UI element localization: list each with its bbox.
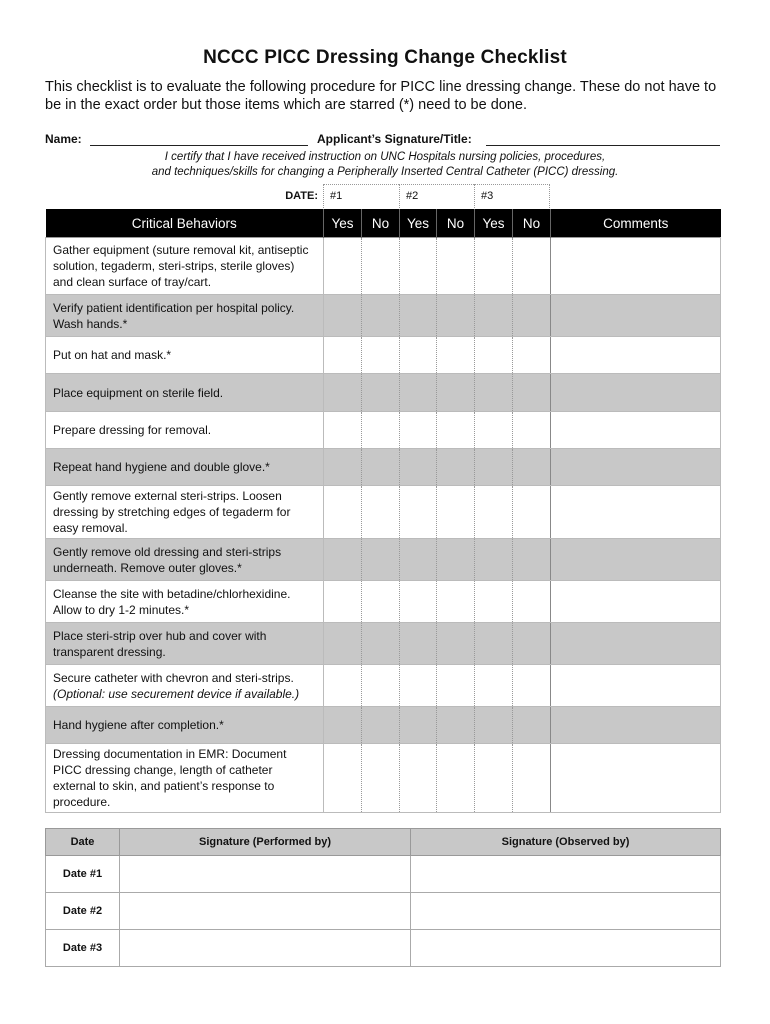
yes-cell[interactable] <box>324 412 362 449</box>
performed-by-signature[interactable] <box>120 930 411 967</box>
comment-cell[interactable] <box>551 449 721 486</box>
behavior-cell <box>46 665 324 707</box>
comment-cell[interactable] <box>551 238 721 295</box>
behavior-text: Cleanse the site with betadine/chlorhexidine. Allow to dry 1-2 minutes.* <box>46 581 324 623</box>
no-cell[interactable] <box>437 581 475 623</box>
signature-label: Applicant’s Signature/Title: <box>317 132 472 146</box>
yes-cell[interactable] <box>324 623 362 665</box>
yes-cell[interactable] <box>324 707 362 744</box>
date-label: DATE: <box>285 190 318 202</box>
behavior-text: Hand hygiene after completion.* <box>46 707 324 744</box>
table-row <box>46 623 721 665</box>
no-cell[interactable] <box>362 295 400 337</box>
yes-cell[interactable] <box>400 539 437 581</box>
no-cell[interactable] <box>513 337 551 374</box>
comment-cell[interactable] <box>551 374 721 412</box>
yes-cell[interactable] <box>400 374 437 412</box>
no-cell[interactable] <box>513 665 551 707</box>
signature-row <box>46 893 721 930</box>
yes-cell[interactable] <box>400 744 437 813</box>
yes-cell[interactable] <box>400 412 437 449</box>
sig-date-label: Date #2 <box>46 893 120 930</box>
no-cell[interactable] <box>513 707 551 744</box>
table-row <box>46 665 721 707</box>
no-cell[interactable] <box>437 337 475 374</box>
no-cell[interactable] <box>362 449 400 486</box>
signature-row <box>46 856 721 893</box>
yes-cell[interactable] <box>400 238 437 295</box>
page-title: NCCC PICC Dressing Change Checklist <box>203 47 567 68</box>
no-cell[interactable] <box>437 486 475 539</box>
certify-line-1: I certify that I have received instruction on UNC Hospitals nursing policies, procedures, <box>164 151 606 163</box>
yes-cell[interactable] <box>475 623 513 665</box>
date-slot-3[interactable]: #3 <box>474 184 550 208</box>
date-slot-2[interactable]: #2 <box>399 184 474 208</box>
behavior-text: Secure catheter with chevron and steri-strips. <box>53 670 294 685</box>
yes-cell[interactable] <box>475 707 513 744</box>
table-row <box>46 539 721 581</box>
no-cell[interactable] <box>362 623 400 665</box>
header-yes-3: Yes <box>475 209 513 238</box>
yes-cell[interactable] <box>324 449 362 486</box>
name-signature-row <box>45 131 720 149</box>
header-no-2: No <box>437 209 475 238</box>
yes-cell[interactable] <box>324 486 362 539</box>
yes-cell[interactable] <box>324 539 362 581</box>
behavior-note: (Optional: use securement device if available.) <box>53 686 300 701</box>
comment-cell[interactable] <box>551 744 721 813</box>
no-cell[interactable] <box>513 295 551 337</box>
table-row <box>46 744 721 813</box>
yes-cell[interactable] <box>400 337 437 374</box>
yes-cell[interactable] <box>400 295 437 337</box>
no-cell[interactable] <box>513 539 551 581</box>
observed-by-signature[interactable] <box>411 930 721 967</box>
no-cell[interactable] <box>362 581 400 623</box>
certification-statement <box>0 150 770 180</box>
header-no-3: No <box>513 209 551 238</box>
no-cell[interactable] <box>437 374 475 412</box>
no-cell[interactable] <box>513 486 551 539</box>
sig-date-label: Date #3 <box>46 930 120 967</box>
behavior-text: Gently remove old dressing and steri-strips underneath. Remove outer gloves.* <box>46 539 324 581</box>
behavior-text: Place equipment on sterile field. <box>46 374 324 412</box>
no-cell[interactable] <box>362 744 400 813</box>
table-row <box>46 238 721 295</box>
comment-cell[interactable] <box>551 412 721 449</box>
no-cell[interactable] <box>513 744 551 813</box>
no-cell[interactable] <box>437 539 475 581</box>
date-slot-1[interactable]: #1 <box>323 184 399 208</box>
table-row <box>46 486 721 539</box>
comment-cell[interactable] <box>551 337 721 374</box>
yes-cell[interactable] <box>475 665 513 707</box>
behavior-text: Place steri-strip over hub and cover with transparent dressing. <box>46 623 324 665</box>
no-cell[interactable] <box>437 623 475 665</box>
yes-cell[interactable] <box>475 581 513 623</box>
yes-cell[interactable] <box>324 337 362 374</box>
signature-table <box>45 828 721 967</box>
comment-cell[interactable] <box>551 623 721 665</box>
no-cell[interactable] <box>437 744 475 813</box>
behavior-text: Dressing documentation in EMR: Document PICC dressing change, length of catheter external to skin, and patient’s response to procedure. <box>46 744 324 813</box>
observed-by-signature[interactable] <box>411 893 721 930</box>
yes-cell[interactable] <box>400 665 437 707</box>
yes-cell[interactable] <box>475 295 513 337</box>
no-cell[interactable] <box>437 412 475 449</box>
table-row <box>46 707 721 744</box>
intro-text: This checklist is to evaluate the following procedure for PICC line dressing change. These do not have to be in the exact order but those items which are starred (*) need to be done. <box>45 79 717 113</box>
yes-cell[interactable] <box>324 374 362 412</box>
table-row <box>46 295 721 337</box>
no-cell[interactable] <box>362 486 400 539</box>
behavior-text: Put on hat and mask.* <box>46 337 324 374</box>
no-cell[interactable] <box>437 238 475 295</box>
yes-cell[interactable] <box>324 295 362 337</box>
no-cell[interactable] <box>513 449 551 486</box>
yes-cell[interactable] <box>324 665 362 707</box>
yes-cell[interactable] <box>475 449 513 486</box>
no-cell[interactable] <box>362 665 400 707</box>
yes-cell[interactable] <box>400 623 437 665</box>
no-cell[interactable] <box>362 539 400 581</box>
behavior-text: Gather equipment (suture removal kit, antiseptic solution, tegaderm, steri-strips, sterile gloves) and clean surface of tray/cart. <box>46 238 324 295</box>
behavior-text: Verify patient identification per hospital policy. Wash hands.* <box>46 295 324 337</box>
no-cell[interactable] <box>362 238 400 295</box>
header-comments: Comments <box>551 209 721 238</box>
observed-by-signature[interactable] <box>411 856 721 893</box>
behavior-text: Prepare dressing for removal. <box>46 412 324 449</box>
header-yes-2: Yes <box>400 209 437 238</box>
signature-field[interactable] <box>486 145 720 146</box>
no-cell[interactable] <box>362 374 400 412</box>
behavior-text: Repeat hand hygiene and double glove.* <box>46 449 324 486</box>
no-cell[interactable] <box>362 412 400 449</box>
table-row <box>46 337 721 374</box>
header-no-1: No <box>362 209 400 238</box>
name-label: Name: <box>45 132 82 146</box>
sig-date-label: Date #1 <box>46 856 120 893</box>
table-row <box>46 412 721 449</box>
yes-cell[interactable] <box>324 581 362 623</box>
yes-cell[interactable] <box>475 238 513 295</box>
yes-cell[interactable] <box>475 744 513 813</box>
no-cell[interactable] <box>437 707 475 744</box>
checklist-table <box>45 209 721 813</box>
no-cell[interactable] <box>437 449 475 486</box>
table-row <box>46 581 721 623</box>
yes-cell[interactable] <box>324 238 362 295</box>
header-yes-1: Yes <box>324 209 362 238</box>
yes-cell[interactable] <box>400 707 437 744</box>
comment-cell[interactable] <box>551 295 721 337</box>
table-row <box>46 374 721 412</box>
table-row <box>46 449 721 486</box>
yes-cell[interactable] <box>400 486 437 539</box>
yes-cell[interactable] <box>475 539 513 581</box>
sig-header-date: Date <box>46 829 120 856</box>
checklist-header-row <box>46 209 721 238</box>
yes-cell[interactable] <box>400 581 437 623</box>
yes-cell[interactable] <box>400 449 437 486</box>
no-cell[interactable] <box>513 238 551 295</box>
comment-cell[interactable] <box>551 486 721 539</box>
behavior-text: Gently remove external steri-strips. Loosen dressing by stretching edges of tegaderm for easy removal. <box>46 486 324 539</box>
performed-by-signature[interactable] <box>120 893 411 930</box>
no-cell[interactable] <box>513 623 551 665</box>
yes-cell[interactable] <box>475 412 513 449</box>
signature-row <box>46 930 721 967</box>
comment-cell[interactable] <box>551 581 721 623</box>
no-cell[interactable] <box>437 295 475 337</box>
no-cell[interactable] <box>362 707 400 744</box>
performed-by-signature[interactable] <box>120 856 411 893</box>
yes-cell[interactable] <box>475 374 513 412</box>
date-row <box>45 184 720 208</box>
no-cell[interactable] <box>513 374 551 412</box>
no-cell[interactable] <box>513 412 551 449</box>
sig-header-performed: Signature (Performed by) <box>120 829 411 856</box>
signature-header-row <box>46 829 721 856</box>
sig-header-observed: Signature (Observed by) <box>411 829 721 856</box>
no-cell[interactable] <box>513 581 551 623</box>
no-cell[interactable] <box>362 337 400 374</box>
comment-cell[interactable] <box>551 665 721 707</box>
yes-cell[interactable] <box>324 744 362 813</box>
yes-cell[interactable] <box>475 337 513 374</box>
comment-cell[interactable] <box>551 539 721 581</box>
name-field[interactable] <box>90 145 308 146</box>
yes-cell[interactable] <box>475 486 513 539</box>
comment-cell[interactable] <box>551 707 721 744</box>
certify-line-2: and techniques/skills for changing a Peripherally Inserted Central Catheter (PICC) dressing. <box>151 166 619 178</box>
no-cell[interactable] <box>437 665 475 707</box>
header-critical-behaviors: Critical Behaviors <box>46 209 324 238</box>
